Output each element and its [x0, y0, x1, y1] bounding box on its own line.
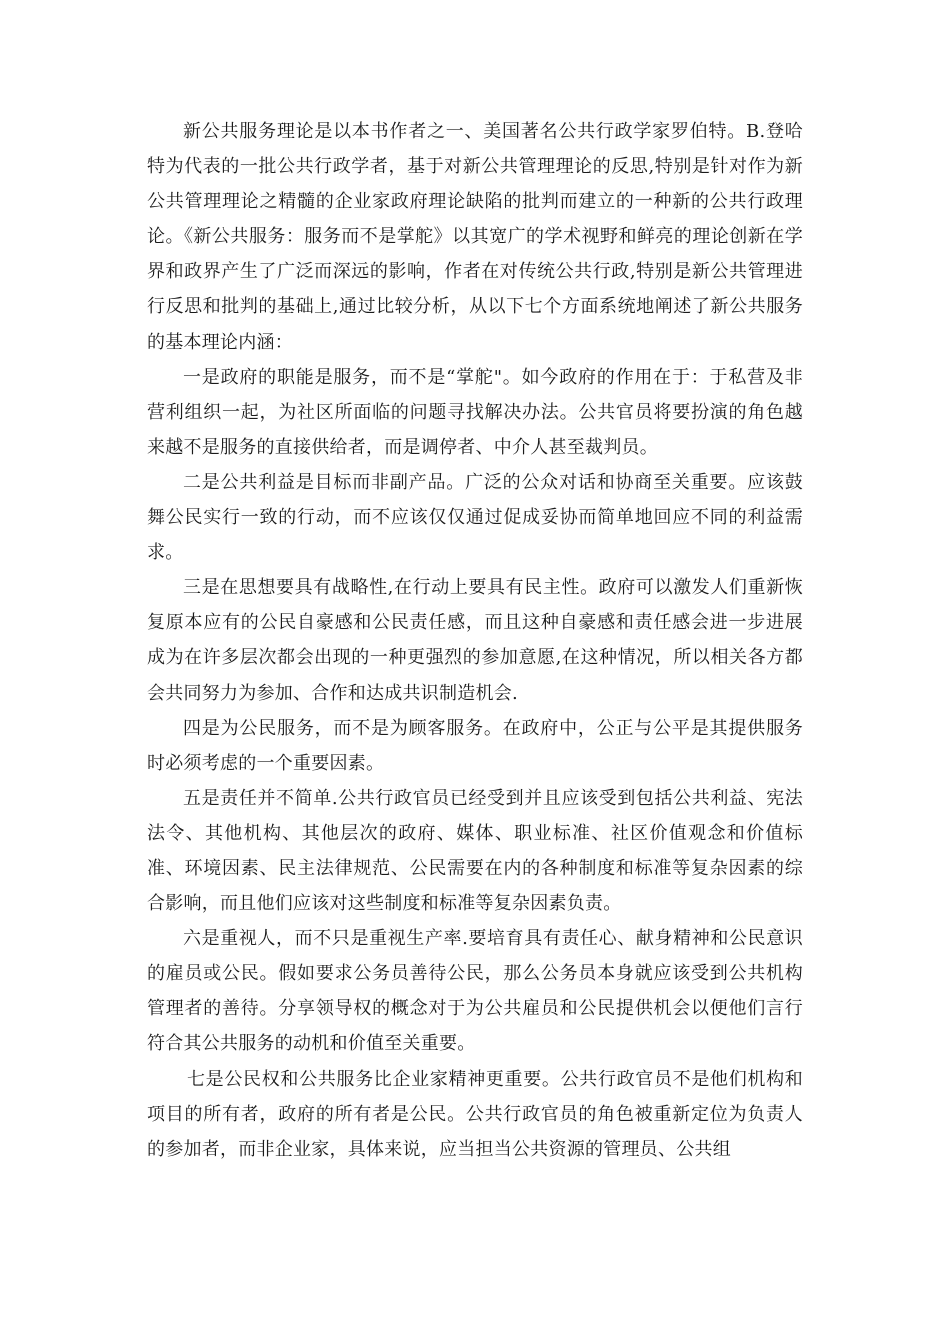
paragraph-point-1: 一是政府的职能是服务，而不是“掌舵"。如今政府的作用在于：于私营及非营利组织一起，为社区所面临的问题寻找解决办法。公共官员将要扮演的角色越来越不是服务的直接供给者，而是调停者、中介人甚至裁判员。	[147, 366, 803, 458]
document-body	[147, 114, 803, 1167]
paragraph-intro: 新公共服务理论是以本书作者之一、美国著名公共行政学家罗伯特。B.登哈特为代表的一批公共行政学者，基于对新公共管理理论的反思,特别是针对作为新公共管理理论之精髓的企业家政府理论缺陷的批判而建立的一种新的公共行政理论。《新公共服务：服务而不是掌舵》以其宽广的学术视野和鲜亮的理论创新在学界和政界产生了广泛而深远的影响，作者在对传统公共行政,特别是新公共管理进行反思和批判的基础上,通过比较分析，从以下七个方面系统地阐述了新公共服务的基本理论内涵：	[147, 121, 803, 353]
paragraph-point-2: 二是公共利益是目标而非副产品。广泛的公众对话和协商至关重要。应该鼓舞公民实行一致的行动，而不应该仅仅通过促成妥协而简单地回应不同的利益需求。	[147, 471, 803, 564]
paragraph-point-6: 六是重视人，而不只是重视生产率.要培育具有责任心、献身精神和公民意识的雇员或公民。假如要求公务员善待公民，那么公务员本身就应该受到公共机构管理者的善待。分享领导权的概念对于为公共雇员和公民提供机会以便他们言行符合其公共服务的动机和价值至关重要。	[147, 928, 803, 1055]
paragraph-point-3: 三是在思想要具有战略性,在行动上要具有民主性。政府可以激发人们重新恢复原本应有的公民自豪感和公民责任感，而且这种自豪感和责任感会进一步进展成为在许多层次都会出现的一种更强烈的参加意愿,在这种情况，所以相关各方都会共同努力为参加、合作和达成共识制造机会.	[147, 577, 803, 704]
paragraph-point-5: 五是责任并不简单.公共行政官员已经受到并且应该受到包括公共利益、宪法法令、其他机构、其他层次的政府、媒体、职业标准、社区价值观念和价值标准、环境因素、民主法律规范、公民需要在内的各种制度和标准等复杂因素的综合影响，而且他们应该对这些制度和标准等复杂因素负责。	[147, 787, 803, 915]
paragraph-point-7: 七是公民权和公共服务比企业家精神更重要。公共行政官员不是他们机构和项目的所有者，政府的所有者是公民。公共行政官员的角色被重新定位为负责人的参加者，而非企业家，具体来说，应当担当公共资源的管理员、公共组	[147, 1068, 803, 1160]
paragraph-point-4: 四是为公民服务，而不是为顾客服务。在政府中，公正与公平是其提供服务时必须考虑的一个重要因素。	[147, 717, 803, 774]
